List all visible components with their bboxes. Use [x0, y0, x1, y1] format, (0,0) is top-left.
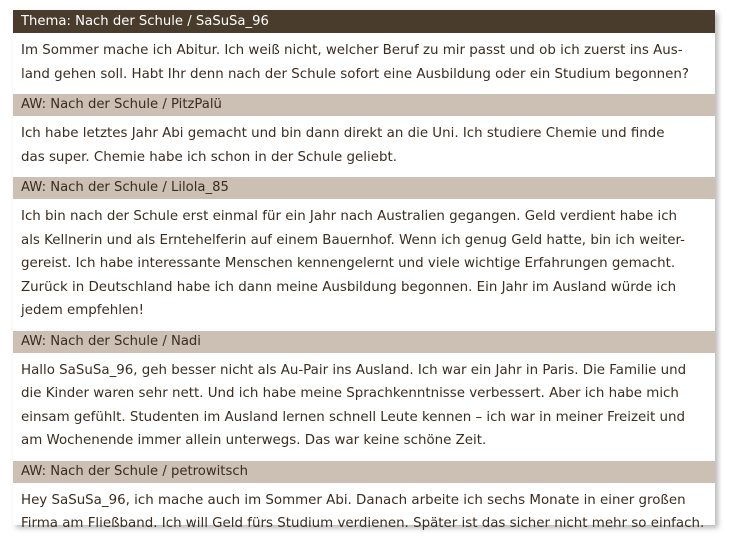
reply-heading-bar — [13, 94, 715, 116]
reply-post — [13, 116, 715, 177]
post-line: land gehen soll. Habt Ihr denn nach der Schule sofort eine Ausbildung oder ein Studium begonnen? — [21, 66, 689, 82]
reply-post — [13, 483, 715, 544]
reply-heading: AW: Nach der Schule / petrowitsch — [21, 463, 248, 479]
post-line: jedem empfehlen! — [21, 303, 145, 318]
reply-post — [13, 353, 715, 461]
post-line: Ich bin nach der Schule erst einmal für ein Jahr nach Australien gegangen. Geld verdient habe ich — [21, 209, 678, 224]
reply-heading-bar — [13, 177, 715, 199]
reply-heading: AW: Nach der Schule / Nadi — [21, 333, 201, 349]
post-line: Zurück in Deutschland habe ich dann meine Ausbildung begonnen. Ein Jahr im Ausland würde ich — [21, 279, 677, 295]
post-line: einsam gefühlt. Studenten im Ausland lernen schnell Leute kennen – ich war in meiner Freizeit und — [21, 409, 685, 425]
reply-heading: AW: Nach der Schule / PitzPalü — [21, 97, 222, 112]
post-line: am Wochenende immer allein unterwegs. Das war keine schöne Zeit. — [21, 433, 487, 448]
original-post — [13, 33, 715, 94]
reply-heading-bar — [13, 461, 715, 483]
post-line: Hey SaSuSa_96, ich mache auch im Sommer Abi. Danach arbeite ich sechs Monate in einer großen — [21, 492, 686, 508]
reply-post — [13, 199, 715, 331]
thread-title: Thema: Nach der Schule / SaSuSa_96 — [21, 14, 269, 29]
post-line: Hallo SaSuSa_96, geh besser nicht als Au-Pair ins Ausland. Ich war ein Jahr in Paris. Die Familie und — [21, 362, 687, 378]
post-line: Im Sommer mache ich Abitur. Ich weiß nicht, welcher Beruf zu mir passt und ob ich zuerst ins Aus- — [21, 43, 683, 58]
forum-thread — [13, 10, 715, 531]
post-line: Ich habe letztes Jahr Abi gemacht und bin dann direkt an die Uni. Ich studiere Chemie und finde — [21, 126, 665, 141]
post-line: als Kellnerin und als Erntehelferin auf einem Bauernhof. Wenn ich genug Geld hatte, bin ich weiter- — [21, 232, 685, 248]
reply-heading-bar — [13, 331, 715, 353]
thread-title-bar — [13, 10, 715, 33]
reply-heading: AW: Nach der Schule / Lilola_85 — [21, 180, 229, 195]
post-line: das super. Chemie habe ich schon in der Schule geliebt. — [21, 149, 397, 165]
post-line: die Kinder waren sehr nett. Und ich habe meine Sprachkenntnisse verbessert. Aber ich habe mich — [21, 386, 679, 401]
post-line: Firma am Fließband. Ich will Geld fürs Studium verdienen. Später ist das sicher nicht mehr so einfach. — [21, 516, 705, 531]
post-line: gereist. Ich habe interessante Menschen kennengelernt und viele wichtige Erfahrungen gemacht. — [21, 256, 676, 271]
